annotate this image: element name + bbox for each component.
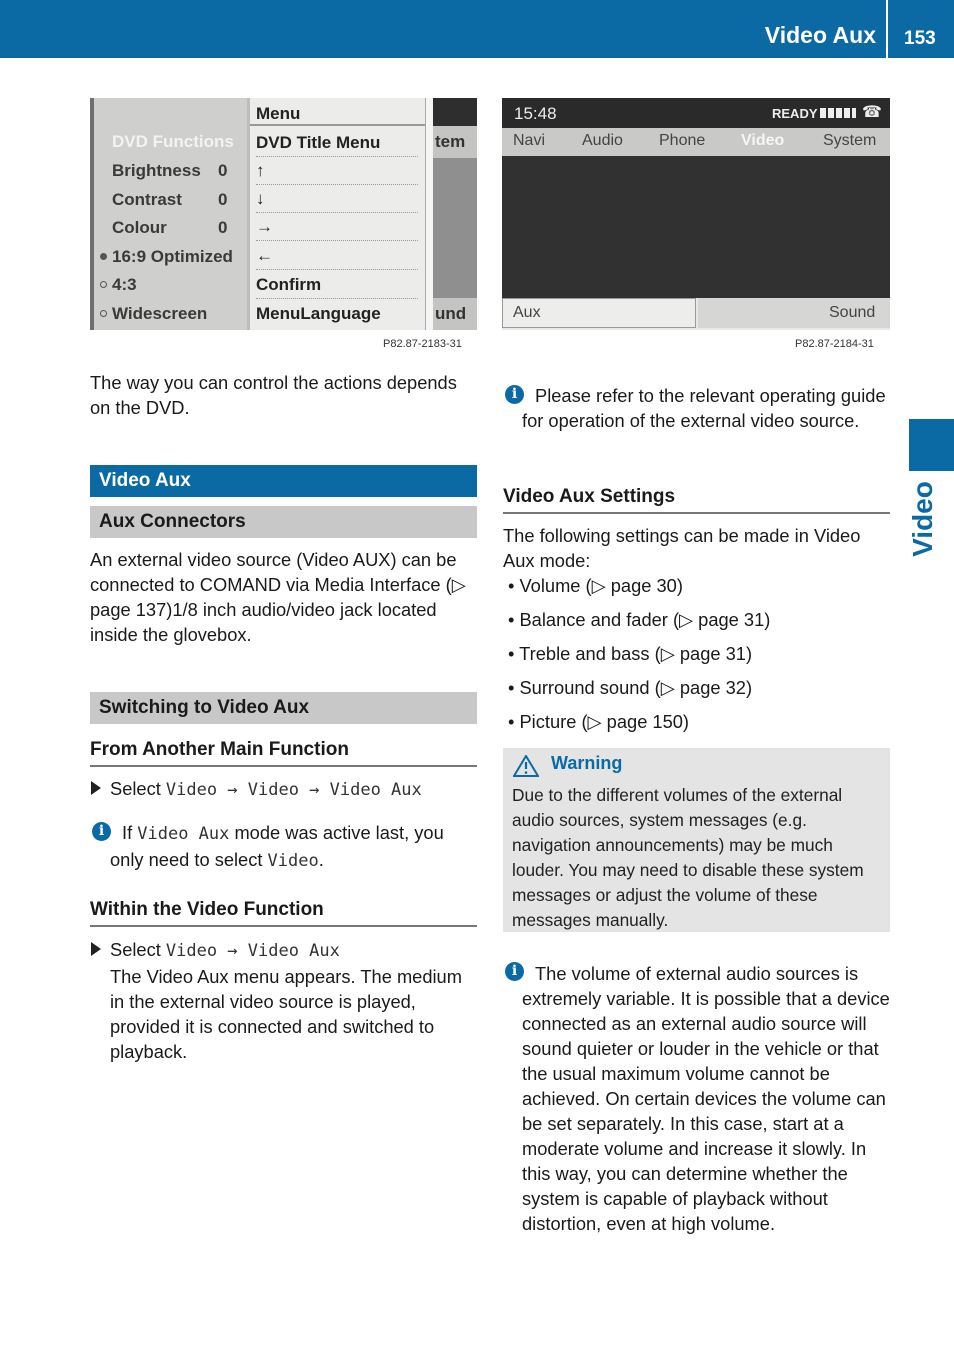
warning-triangle-icon — [513, 755, 539, 777]
status-bar — [502, 98, 890, 128]
menu-dotted-line — [256, 240, 418, 241]
colour-label: Colour — [112, 218, 167, 237]
status-text: READY — [772, 106, 818, 121]
info-icon: i — [92, 822, 111, 841]
dvd-functions-screenshot — [90, 98, 477, 330]
page-number: 153 — [904, 28, 936, 49]
background-panel — [433, 98, 477, 330]
menu-video: Video — [741, 132, 785, 149]
menu-dotted-line — [256, 298, 418, 299]
info-text: mode was active last, you only need to select — [110, 822, 444, 870]
brightness-value: 0 — [218, 161, 228, 180]
step-prefix: Select — [110, 939, 166, 960]
settings-item-treble: • Treble and bass (▷ page 31) — [508, 643, 753, 664]
sound-fragment: und — [435, 304, 467, 323]
arrow-left-icon: ← — [256, 246, 273, 265]
menu-dotted-line — [256, 156, 418, 157]
ratio-4-3-label: 4:3 — [112, 275, 137, 294]
menu-dotted-line — [256, 184, 418, 185]
step-select-video-aux — [110, 776, 480, 803]
main-function-bar — [502, 128, 890, 156]
menu-system: System — [823, 132, 877, 149]
arrow-up-icon: ↑ — [256, 161, 265, 180]
radio-empty-icon — [100, 281, 107, 288]
header-title: Video Aux — [764, 22, 876, 48]
switching-title: Switching to Video Aux — [90, 692, 477, 724]
settings-item-text: Surround sound (▷ page 32) — [519, 677, 753, 698]
video-aux-screenshot — [502, 98, 890, 330]
aux-connectors-text: An external video source (Video AUX) can be connected to COMAND via Media Interface (▷ page 137)1/8 inch audio/video jack located inside the glovebox. — [90, 549, 466, 645]
step-code: Video → Video → Video Aux — [165, 780, 422, 800]
info-code: Video Aux — [137, 824, 230, 844]
dvd-menu-panel — [250, 98, 425, 330]
settings-item-text: Volume (▷ page 30) — [519, 575, 683, 596]
step-code: Video → Video Aux — [165, 941, 340, 961]
warning-title: Warning — [551, 753, 623, 773]
contrast-label: Contrast — [112, 190, 182, 209]
settings-title: Video Aux Settings — [503, 486, 890, 514]
settings-item-text: Treble and bass (▷ page 31) — [519, 643, 753, 664]
menu-heading-line — [250, 124, 425, 126]
section-title: Video Aux — [90, 465, 477, 497]
sound-label: Sound — [829, 304, 876, 321]
settings-item-balance: • Balance and fader (▷ page 31) — [508, 609, 771, 630]
radio-empty-icon — [100, 310, 107, 317]
page-header — [0, 0, 954, 58]
figure-caption: P82.87-2183-31 — [383, 338, 462, 350]
settings-item-text: Balance and fader (▷ page 31) — [519, 609, 771, 630]
widescreen-label: Widescreen — [112, 304, 208, 323]
info-volume-variable: The volume of external audio sources is extremely variable. It is possible that a device connected as an external audio source will sound quieter or louder in the vehicle or that the usual maximum volume cannot be achieved. On certain devices the volume can be set separately. In this case, start at a moderate volume and increase it slowly. In this way, you can determine whether the system is capable of playback without distortion, even at high volume. — [522, 963, 890, 1234]
arrow-down-icon: ↓ — [256, 189, 265, 208]
menu-heading: Menu — [256, 104, 301, 123]
contrast-value: 0 — [218, 190, 228, 209]
step-prefix: Select — [110, 778, 166, 799]
info-text: . — [318, 849, 324, 870]
menu-navi: Navi — [513, 132, 546, 149]
menu-dotted-line — [256, 269, 418, 270]
dvd-functions-list — [90, 98, 247, 330]
info-refer-guide: Please refer to the relevant operating guide for operation of the external video source. — [522, 385, 886, 431]
dvd-functions-label: DVD Functions — [112, 132, 234, 151]
clock: 15:48 — [514, 104, 557, 123]
signal-strength-icon — [820, 108, 856, 118]
aux-label: Aux — [513, 304, 541, 321]
step-arrow-icon — [91, 781, 101, 795]
settings-item-picture: • Picture (▷ page 150) — [508, 711, 690, 732]
colour-value: 0 — [218, 218, 228, 237]
optimized-label: 16:9 Optimized — [112, 247, 233, 266]
settings-intro: The following settings can be made in Video Aux mode: — [503, 525, 861, 571]
phone-icon: ☎ — [862, 104, 882, 121]
warning-text: Due to the different volumes of the external audio sources, system messages (e.g. navigation announcements) may be much louder. You may need to disable these system messages or adjust the volume of these messages manually. — [512, 785, 864, 930]
warning-box — [503, 748, 890, 932]
step-select-video-aux-2 — [110, 937, 480, 964]
brightness-label: Brightness — [112, 161, 201, 180]
side-tab-label: Video — [907, 481, 938, 557]
info-text: If — [122, 822, 138, 843]
info-icon: i — [505, 962, 524, 981]
confirm-item: Confirm — [256, 275, 322, 294]
figure-caption: P82.87-2184-31 — [795, 338, 874, 350]
step-arrow-icon — [91, 942, 101, 956]
video-display-area — [502, 156, 890, 298]
background-strip — [433, 98, 477, 126]
menu-audio: Audio — [582, 132, 623, 149]
settings-item-surround: • Surround sound (▷ page 32) — [508, 677, 753, 698]
within-video-title: Within the Video Function — [90, 899, 477, 927]
info-code: Video — [267, 851, 319, 871]
from-another-title: From Another Main Function — [90, 739, 477, 767]
intro-paragraph: The way you can control the actions depends on the DVD. — [90, 372, 457, 418]
settings-item-text: Picture (▷ page 150) — [519, 711, 690, 732]
side-tab-marker — [909, 419, 954, 471]
radio-filled-icon — [100, 253, 107, 260]
menu-dotted-line — [256, 212, 418, 213]
aux-connectors-title: Aux Connectors — [90, 506, 477, 538]
menu-scrollbar — [425, 98, 433, 330]
step-result-text: The Video Aux menu appears. The medium in the external video source is played, provided it is connected and switched to playback. — [110, 966, 462, 1062]
system-fragment: tem — [435, 132, 466, 151]
header-separator — [886, 0, 888, 58]
settings-item-volume: • Volume (▷ page 30) — [508, 575, 683, 596]
info-icon: i — [505, 385, 524, 404]
menu-phone: Phone — [659, 132, 706, 149]
menu-language-item: MenuLanguage — [256, 304, 381, 323]
info-video-aux-last — [110, 820, 478, 874]
arrow-right-icon: → — [256, 217, 273, 236]
dvd-title-menu-item: DVD Title Menu — [256, 133, 381, 152]
bottom-bar — [502, 298, 890, 330]
